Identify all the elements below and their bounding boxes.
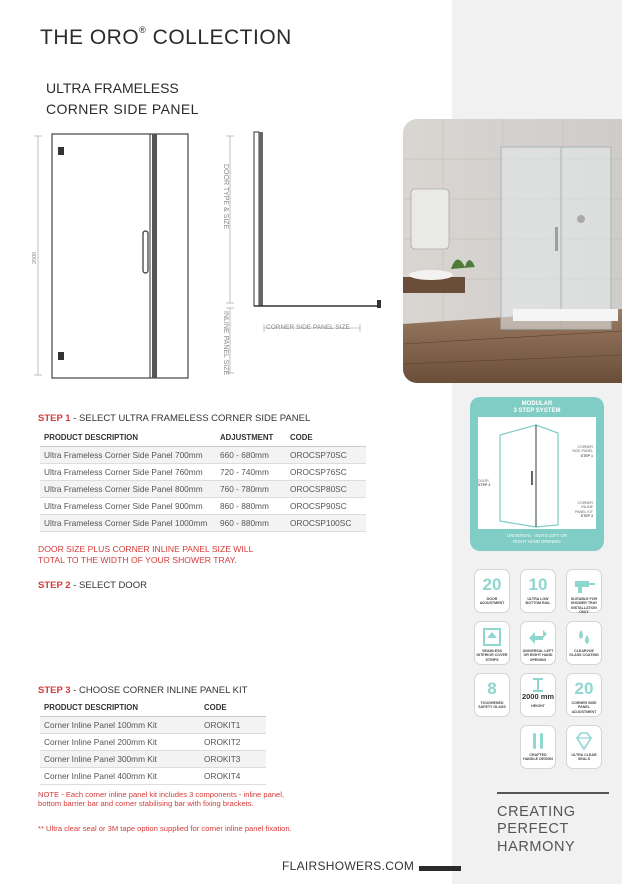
column-header: CODE: [286, 429, 366, 447]
tagline-divider: [497, 792, 609, 794]
modular-diagram-area: [478, 417, 596, 529]
table-row: Corner Inline Panel 300mm Kit OROKIT3: [40, 751, 266, 768]
feature-safety-glass: 8 TOUGHENED SAFETY GLASS: [474, 673, 510, 717]
cover-strip-icon: [475, 626, 509, 648]
feature-universal-opening: UNIVERSAL LEFT OR RIGHT HAND OPENING: [520, 621, 556, 665]
eight-mm-icon: 8: [487, 679, 497, 698]
website-link[interactable]: FLAIRSHOWERS.COM: [282, 859, 415, 873]
page-title: THE ORO® COLLECTION: [40, 25, 292, 49]
twenty-mm-icon: 20: [482, 575, 502, 594]
inline-panel-kit-table: [40, 699, 266, 785]
footer-bar: [419, 866, 461, 871]
column-header: PRODUCT DESCRIPTION: [40, 699, 200, 717]
diamond-icon: [567, 730, 601, 752]
product-title: CORNER SIDE PANEL: [46, 101, 199, 117]
height-icon: [521, 676, 555, 690]
column-header: CODE: [200, 699, 266, 717]
drill-icon: [567, 574, 601, 596]
corner-side-panel-size-label: CORNER SIDE PANEL SIZE: [266, 324, 350, 331]
product-range-title: ULTRA FRAMELESS: [46, 80, 179, 96]
table-row: Corner Inline Panel 200mm Kit OROKIT2: [40, 734, 266, 751]
feature-cover-strips: SEAMLESS INTERIOR COVER STRIPS: [474, 621, 510, 665]
arrows-icon: [521, 626, 555, 648]
feature-door-adjustment: 20 DOOR ADJUSTMENT: [474, 569, 510, 613]
door-label: DOOR STEP 2: [478, 479, 491, 488]
height-dimension-label: 2000: [32, 251, 38, 264]
droplets-icon: [567, 626, 601, 648]
corner-side-panel-table: [40, 429, 366, 532]
table-row: Ultra Frameless Corner Side Panel 1000mm 960 - 880mm OROCSP100SC: [40, 515, 366, 532]
kit-contents-note: NOTE - Each corner inline panel kit includes 3 components - inline panel, bottom barrier bar and corner stabilising bar with fixing brackets.: [38, 790, 285, 809]
feature-low-bottom-rail: 10 ULTRA LOW BOTTOM RAIL: [520, 569, 556, 613]
feature-handle-design: CRAFTED HANDLE DESIGN: [520, 725, 556, 769]
corner-side-panel-label: CORNER SIDE PANEL STEP 1: [572, 445, 593, 458]
step-3-heading: STEP 3 - CHOOSE CORNER INLINE PANEL KIT: [38, 685, 248, 696]
tagline: CREATING PERFECT HARMONY: [497, 804, 576, 855]
ten-mm-icon: 10: [528, 575, 548, 594]
step-1-heading: STEP 1 - SELECT ULTRA FRAMELESS CORNER SIDE PANEL: [38, 413, 311, 424]
modular-title: MODULAR: [521, 401, 553, 407]
twenty-mm-side-icon: 20: [574, 679, 594, 698]
table-row: Corner Inline Panel 100mm Kit OROKIT1: [40, 717, 266, 734]
inline-panel-size-label: INLINE PANEL SIZE: [222, 311, 229, 376]
column-header: ADJUSTMENT: [216, 429, 286, 447]
inline-panel-kit-label: CORNER INLINE PANEL KIT STEP 3: [575, 501, 593, 518]
table-row: Corner Inline Panel 400mm Kit OROKIT4: [40, 768, 266, 785]
feature-shower-tray: SUITABLE FOR SHOWER TRAY INSTALLATION ONLY: [566, 569, 602, 613]
step-2-heading: STEP 2 - SELECT DOOR: [38, 580, 147, 591]
column-header: PRODUCT DESCRIPTION: [40, 429, 216, 447]
modular-footer: UNIVERSAL - SUITS LEFT OR RIGHT HAND OPENING: [507, 533, 567, 544]
bathroom-photo: [403, 119, 622, 383]
table-row: Ultra Frameless Corner Side Panel 700mm 660 - 680mm OROCSP70SC: [40, 447, 366, 464]
door-size-note: DOOR SIZE PLUS CORNER INLINE PANEL SIZE WILL TOTAL TO THE WIDTH OF YOUR SHOWER TRAY.: [38, 544, 254, 565]
modular-system-panel: [470, 397, 604, 551]
technical-drawing: [30, 128, 410, 388]
door-size-label: DOOR TYPE & SIZE: [222, 164, 229, 230]
table-row: Ultra Frameless Corner Side Panel 760mm 720 - 740mm OROCSP76SC: [40, 464, 366, 481]
plan-view-drawing: [226, 132, 381, 373]
height-value: 2000 mm: [521, 692, 555, 701]
feature-clear-seals: ULTRA CLEAR SEALS: [566, 725, 602, 769]
seal-note: ** Ultra clear seal or 3M tape option supplied for corner inline panel fixation.: [38, 824, 292, 833]
feature-side-panel-adjustment: 20 CORNER SIDE PANEL ADJUSTMENT: [566, 673, 602, 717]
handle-icon: [521, 730, 555, 752]
modular-subtitle: 3 STEP SYSTEM: [513, 408, 561, 414]
table-row: Ultra Frameless Corner Side Panel 900mm 860 - 880mm OROCSP90SC: [40, 498, 366, 515]
feature-height: 2000 mm HEIGHT: [520, 673, 556, 717]
feature-clearvue-coating: CLEARVUE GLASS COATING: [566, 621, 602, 665]
table-row: Ultra Frameless Corner Side Panel 800mm 760 - 780mm OROCSP80SC: [40, 481, 366, 498]
front-elevation-drawing: [34, 134, 188, 378]
